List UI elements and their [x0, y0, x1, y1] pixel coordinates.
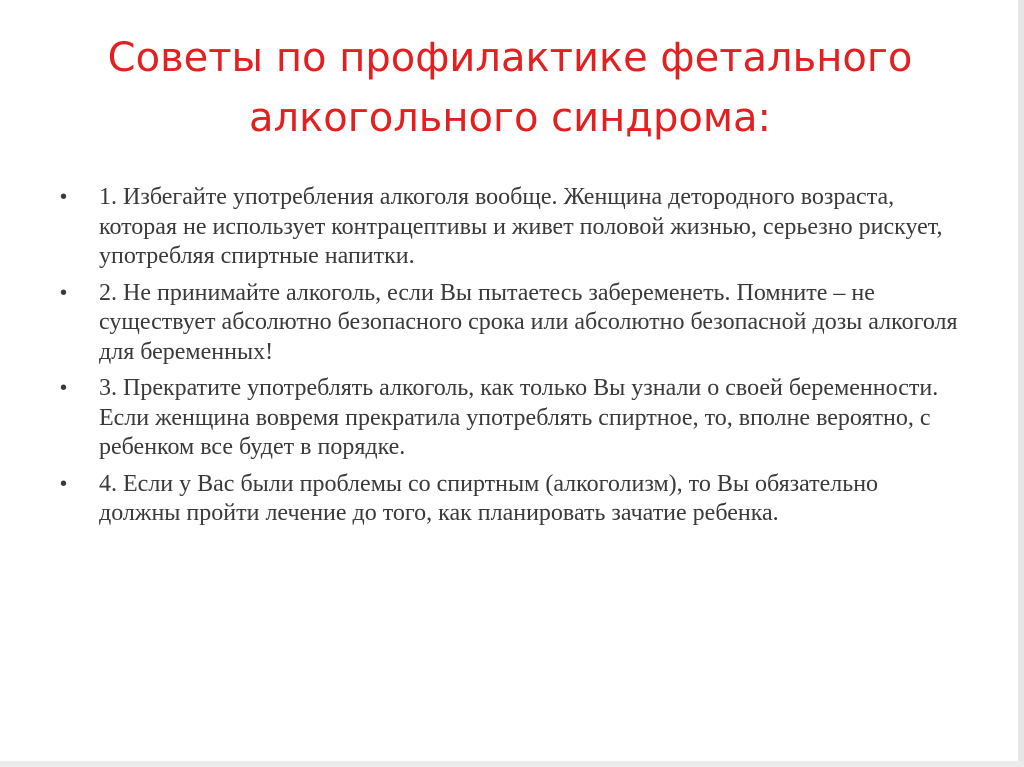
bullet-icon: • — [60, 377, 68, 399]
bullet-icon: • — [60, 472, 68, 495]
list-item-text: 1. Избегайте употребления алкоголя вообще. Женщина детородного возраста, которая не использует контрацептивы и живет половой жизнью, серьезно рискует, употребляя спиртные напитки. — [99, 184, 943, 269]
slide-title-line-1: Советы по профилактике фетального — [107, 35, 913, 81]
tips-list — [60, 183, 960, 536]
slide-edge-shadow-bottom — [0, 761, 1024, 767]
slide-edge-shadow-right — [1018, 0, 1024, 767]
slide-title-line-2: алкогольного синдрома: — [249, 95, 771, 141]
bullet-icon: • — [60, 281, 68, 304]
list-item — [60, 374, 960, 463]
slide-title — [40, 28, 980, 148]
bullet-icon: • — [60, 186, 68, 208]
list-item — [60, 183, 960, 272]
list-item-text: 2. Не принимайте алкоголь, если Вы пытаетесь забеременеть. Помните – не существует абсолютно безопасного срока или абсолютно безопасной дозы алкоголя для беременных! — [99, 279, 958, 365]
list-item-text: 4. Если у Вас были проблемы со спиртным (алкоголизм), то Вы обязательно должны пройти лечение до того, как планировать зачатие ребенка. — [99, 470, 879, 526]
list-item-text: 3. Прекратите употреблять алкоголь, как только Вы узнали о своей беременности. Если женщина вовремя прекратила употреблять спиртное, то, вполне вероятно, с ребенком все будет в порядке. — [99, 375, 939, 460]
list-item — [60, 470, 960, 529]
list-item — [60, 279, 960, 368]
